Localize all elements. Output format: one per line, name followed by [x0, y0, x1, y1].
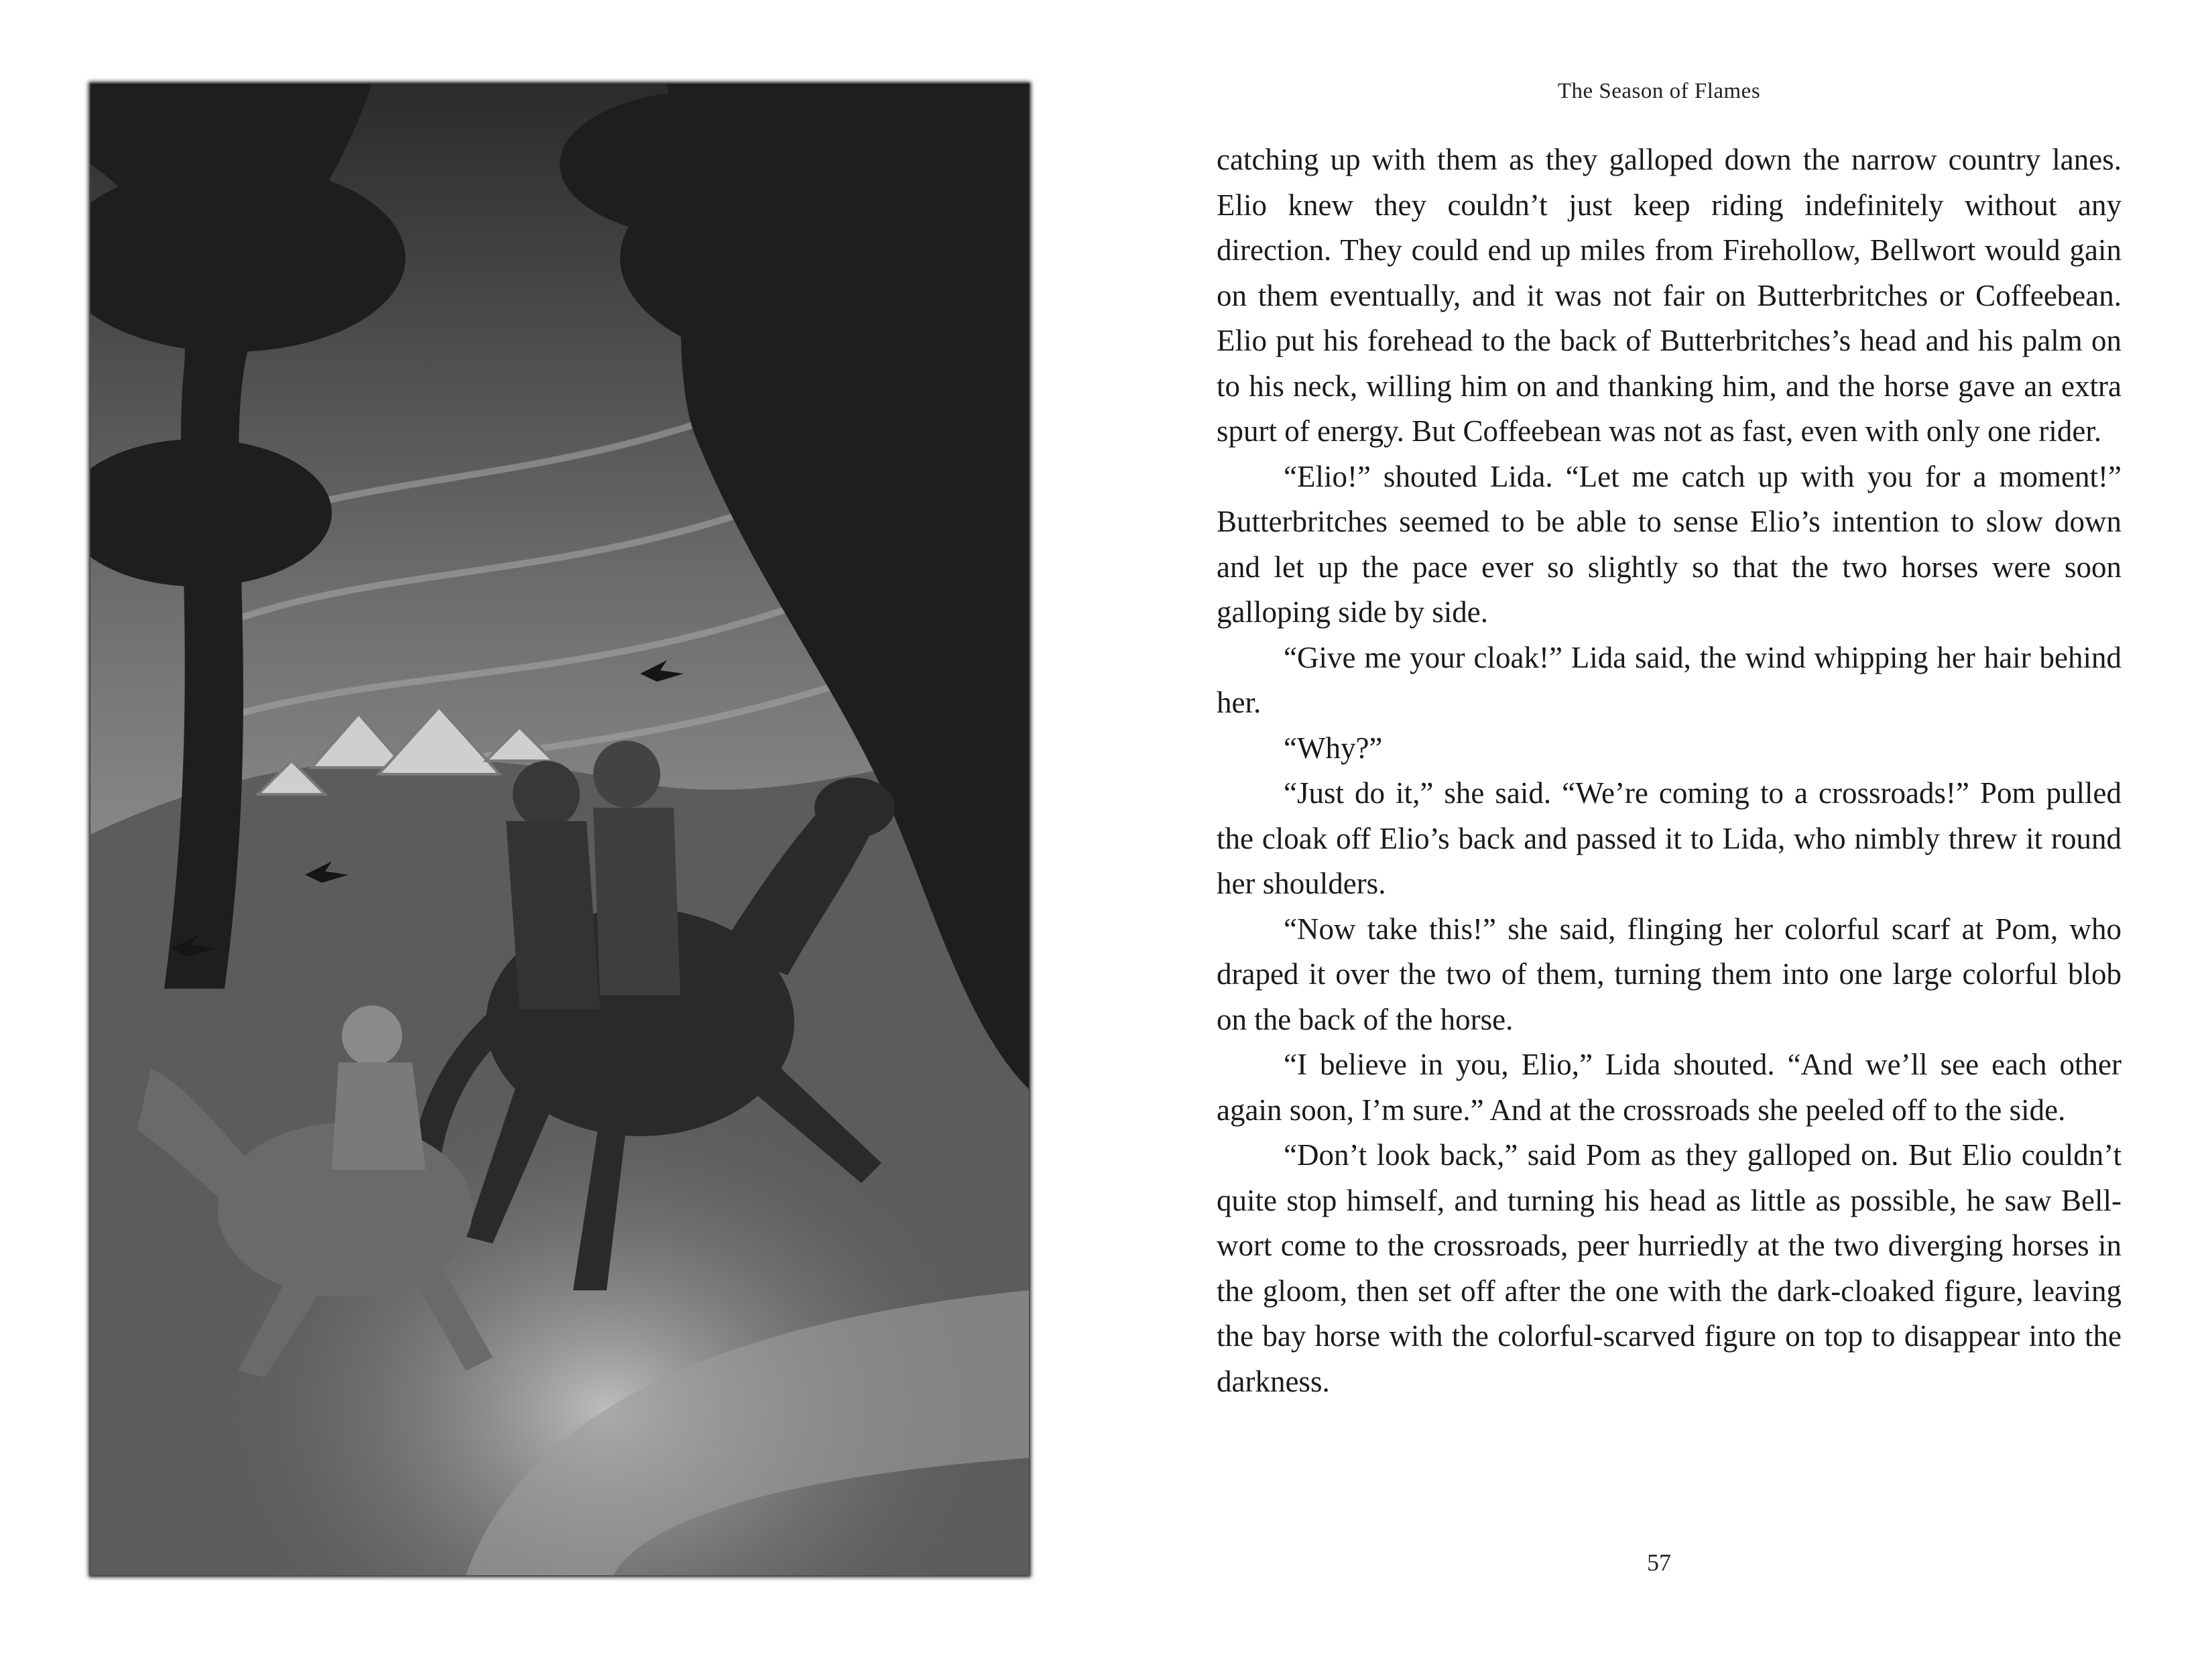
paragraph: catching up with them as they galloped down the narrow country lanes. Elio knew they couldn’t just keep riding indefinitely without any direction. They could end up miles from Firehollow, Bellwort would gain on them eventually, and it was not fair on Butterbritches or Coffeebean. Elio put his forehead to the back of Butterbritches’s head and his palm on to his neck, willing him on and thanking him, and the horse gave an extra spurt of energy. But Coffeebean was not as fast, even with only one rider.	[1217, 143, 2122, 448]
running-head: The Season of Flames	[1557, 79, 1761, 103]
page-number: 57	[1647, 1549, 1671, 1576]
paragraph: “I believe in you, Elio,” Lida shouted. “And we’ll see each other again soon, I’m sure.” And at the crossroads she peeled off to the side.	[1217, 1048, 2122, 1127]
paragraph: “Why?”	[1284, 731, 1383, 765]
right-page	[1106, 0, 2212, 1659]
paragraph: “Just do it,” she said. “We’re coming to a crossroads!” Pom pulled the cloak off Elio’s back and passed it to Lida, who nimbly threw it round her shoulders.	[1217, 776, 2122, 900]
paragraph: “Don’t look back,” said Pom as they galloped on. But Elio couldn’t quite stop himself, and turning his head as little as possible, he saw Bellwort come to the crossroads, peer hurriedly at the two diverging horses in the gloom, then set off after the one with the dark-cloaked figure, leaving the bay horse with the colorful-scarved figure on top to disappear into the darkness.	[1217, 1138, 2122, 1398]
illustration-frame	[90, 84, 1029, 1575]
paragraph: “Now take this!” she said, flinging her colorful scarf at Pom, who draped it over the two of them, turning them into one large colorful blob on the back of the horse.	[1217, 912, 2122, 1036]
paragraph: “Give me your cloak!” Lida said, the wind whipping her hair behind her.	[1217, 640, 2122, 719]
forest-night-gallop-illustration	[90, 84, 1029, 1575]
paragraph: “Elio!” shouted Lida. “Let me catch up with you for a moment!” Butterbritches seemed to be able to sense Elio’s intention to slow down and let up the pace ever so slightly so that the two horses were soon galloping side by side.	[1217, 459, 2122, 629]
body-text	[1217, 137, 2122, 1404]
